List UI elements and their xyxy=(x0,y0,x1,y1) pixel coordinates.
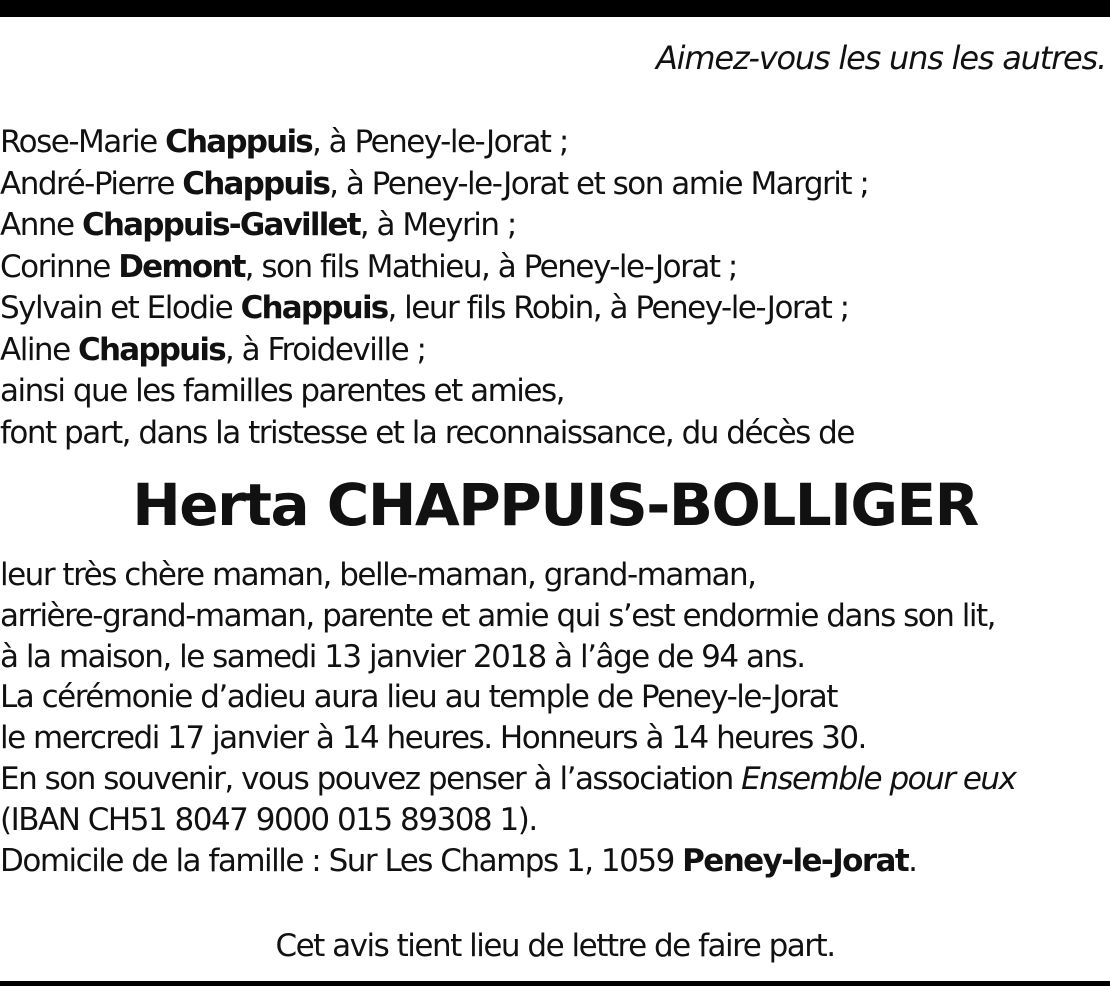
address-line xyxy=(0,841,1015,882)
relatives-line: ainsi que les familles parentes et amies, xyxy=(0,373,564,409)
family-member-first-name: Sylvain et Elodie xyxy=(0,290,241,326)
family-member-surname: Chappuis-Gavillet xyxy=(81,207,360,243)
details-line: leur très chère maman, belle-maman, grand-maman, xyxy=(0,557,756,593)
ceremony-line: La cérémonie d’adieu aura lieu au temple de Peney-le-Jorat xyxy=(0,679,837,716)
family-member-first-name: Corinne xyxy=(0,248,119,285)
family-line xyxy=(0,330,868,372)
family-member-surname: Demont xyxy=(118,248,245,285)
family-member-detail: , à Froideville ; xyxy=(224,331,426,368)
family-member-first-name: Anne xyxy=(0,207,82,243)
motto: Aimez-vous les uns les autres. xyxy=(655,39,1106,77)
family-member-first-name: Rose-Marie xyxy=(0,124,166,160)
deceased-name: Herta CHAPPUIS-BOLLIGER xyxy=(132,471,978,539)
bottom-rule xyxy=(0,981,1110,986)
family-member-detail: , à Peney-le-Jorat et son amie Margrit ; xyxy=(329,165,869,202)
family-member-first-name: Aline xyxy=(0,331,79,368)
ceremony-time-line: le mercredi 17 janvier à 14 heures. Honneurs à 14 heures 30. xyxy=(0,720,866,757)
association-name: Ensemble pour eux xyxy=(741,760,1016,797)
family-member-surname: Chappuis xyxy=(78,331,225,368)
family-member-surname: Chappuis xyxy=(165,124,312,160)
family-list xyxy=(0,122,868,454)
family-member-first-name: André-Pierre xyxy=(0,165,183,202)
donation-line xyxy=(0,759,1015,800)
obituary-details xyxy=(0,555,1015,881)
family-member-detail: , à Peney-le-Jorat ; xyxy=(311,124,568,160)
address-place: Peney-le-Jorat xyxy=(682,842,909,879)
family-member-detail: , son fils Mathieu, à Peney-le-Jorat ; xyxy=(244,248,737,285)
details-line: arrière-grand-maman, parente et amie qui s’est endormie dans son lit, xyxy=(0,597,995,634)
address-text: Domicile de la famille : Sur Les Champs 1, 1059 xyxy=(0,842,683,879)
details-line: à la maison, le samedi 13 janvier 2018 à l’âge de 94 ans. xyxy=(0,638,805,675)
family-line xyxy=(0,122,868,164)
family-member-detail: , à Meyrin ; xyxy=(359,207,516,243)
family-member-detail: , leur fils Robin, à Peney-le-Jorat ; xyxy=(387,290,849,326)
family-line xyxy=(0,164,868,206)
family-line xyxy=(0,205,868,247)
donation-text: En son souvenir, vous pouvez penser à l’association xyxy=(0,760,742,797)
family-member-surname: Chappuis xyxy=(182,165,330,202)
iban-line: (IBAN CH51 8047 9000 015 89308 1). xyxy=(0,801,537,838)
footer-note: Cet avis tient lieu de lettre de faire part. xyxy=(275,928,835,964)
family-line xyxy=(0,247,868,289)
family-line xyxy=(0,288,868,330)
family-member-surname: Chappuis xyxy=(240,290,388,326)
announcement-line: font part, dans la tristesse et la reconnaissance, du décès de xyxy=(0,414,854,451)
address-end: . xyxy=(908,842,917,879)
top-rule xyxy=(0,0,1110,17)
